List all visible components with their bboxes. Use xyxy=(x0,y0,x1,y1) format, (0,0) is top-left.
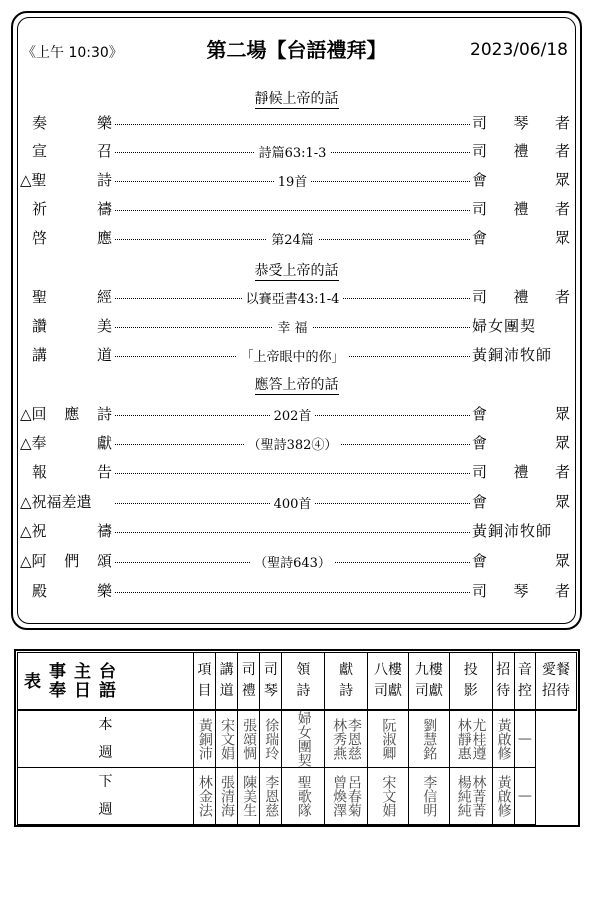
program-item-detail: 19首 xyxy=(115,171,470,190)
roster-header: 領 詩 xyxy=(282,653,325,711)
roster-cell: 宋文娟 xyxy=(368,768,409,825)
section-heading: 靜候上帝的話 xyxy=(254,91,339,107)
roster-header: 司 禮 xyxy=(238,653,260,711)
program-item-detail: 第24篇 xyxy=(115,229,470,248)
roster-cell: 徐瑞玲 xyxy=(260,710,282,768)
roster-cell: 黃啟修 xyxy=(492,710,514,768)
program-item-detail: 400首 xyxy=(115,493,470,512)
dot-leader xyxy=(115,473,470,474)
roster-cell: 宋文娟 xyxy=(216,710,238,768)
program-item-leader: 婦女團契 xyxy=(472,317,537,335)
service-title: 第二場【台語禮拜】 xyxy=(206,38,387,62)
program-item-label: △奉 獻 xyxy=(20,434,112,452)
program-row xyxy=(20,491,570,513)
roster-cell: 呂春菊 曾煥澤 xyxy=(325,768,368,825)
roster-cell: 李恩慈 林秀燕 xyxy=(325,710,368,768)
roster-cell: — xyxy=(514,768,535,825)
roster-week-label: 本 週 xyxy=(18,710,194,768)
roster-header: 講 道 xyxy=(216,653,238,711)
section-heading: 應答上帝的話 xyxy=(254,377,339,393)
roster-title: 台語主日事奉表 xyxy=(18,653,194,711)
roster-cell: 黃啟修 xyxy=(492,768,514,825)
program-row xyxy=(20,580,570,602)
program-row xyxy=(20,227,570,249)
roster-cell: 聖歌隊 xyxy=(282,768,325,825)
roster-cell: 李恩慈 xyxy=(260,768,282,825)
program-item-leader: 司 禮 者 xyxy=(472,288,570,306)
roster-cell: 阮淑卿 xyxy=(368,710,409,768)
roster-header: 司 琴 xyxy=(260,653,282,711)
program-item-leader: 會 眾 xyxy=(472,552,570,570)
duty-roster-table xyxy=(17,652,577,825)
program-item-detail: 詩篇63:1-3 xyxy=(115,142,470,161)
program-item-label: 講 道 xyxy=(32,346,112,364)
dot-leader xyxy=(115,210,470,211)
program-item-label: 報 告 xyxy=(32,463,112,481)
program-item-leader: 會 眾 xyxy=(472,434,570,452)
roster-header: 八樓 司獻 xyxy=(368,653,409,711)
program-row xyxy=(20,315,570,337)
roster-cell: 陳美生 xyxy=(238,768,260,825)
roster-cell: 張清海 xyxy=(216,768,238,825)
program-row xyxy=(20,112,570,134)
program-item-label: 祈 禱 xyxy=(32,200,112,218)
roster-cell: 林金法 xyxy=(194,768,216,825)
program-row xyxy=(20,344,570,366)
program-item-leader: 會 眾 xyxy=(472,171,570,189)
program-row xyxy=(20,169,570,191)
program-row xyxy=(20,198,570,220)
dot-leader xyxy=(115,532,470,533)
program-item-leader: 黃銅沛牧師 xyxy=(472,346,553,364)
roster-cell: — xyxy=(514,710,535,768)
roster-header: 愛餐 招待 xyxy=(535,653,576,711)
program-item-leader: 司 琴 者 xyxy=(472,582,570,600)
program-item-leader: 會 眾 xyxy=(472,405,570,423)
program-item-label: 聖 經 xyxy=(32,288,112,306)
program-item-leader: 會 眾 xyxy=(472,229,570,247)
program-row xyxy=(20,403,570,425)
program-item-leader: 黃銅沛牧師 xyxy=(472,522,553,540)
roster-cell: 張頌惆 xyxy=(238,710,260,768)
program-item-detail: （聖詩382④） xyxy=(115,434,470,453)
roster-header: 招 待 xyxy=(492,653,514,711)
roster-cell: 林菁菁 楊純純 xyxy=(449,768,492,825)
roster-cell: 李信明 xyxy=(408,768,449,825)
program-item-label: △祝福差遣 xyxy=(20,493,92,511)
service-time: 《上午 10:30》 xyxy=(22,45,123,61)
program-item-leader: 會 眾 xyxy=(472,493,570,511)
program-item-label: △聖 詩 xyxy=(20,171,112,189)
program-row xyxy=(20,550,570,572)
dot-leader xyxy=(115,592,470,593)
program-item-detail: （聖詩643） xyxy=(115,552,470,571)
program-item-leader: 司 禮 者 xyxy=(472,200,570,218)
program-row xyxy=(20,520,570,542)
dot-leader xyxy=(115,124,470,125)
program-row xyxy=(20,432,570,454)
roster-cell: 尤桂遵 林靜惠 xyxy=(449,710,492,768)
program-item-label: 殿 樂 xyxy=(32,582,112,600)
program-item-detail: 「上帝眼中的你」 xyxy=(115,346,470,365)
service-date: 2023/06/18 xyxy=(470,40,568,60)
roster-header: 投 影 xyxy=(449,653,492,711)
program-item-leader: 司 琴 者 xyxy=(472,114,570,132)
program-item-label: 讚 美 xyxy=(32,317,112,335)
program-item-detail: 202首 xyxy=(115,405,470,424)
program-item-label: △回 應 詩 xyxy=(20,405,112,423)
program-item-leader: 司 禮 者 xyxy=(472,463,570,481)
program-row xyxy=(20,140,570,162)
program-item-leader: 司 禮 者 xyxy=(472,142,570,160)
roster-week-label: 下 週 xyxy=(18,768,194,825)
program-item-label: 啓 應 xyxy=(32,229,112,247)
section-heading: 恭受上帝的話 xyxy=(254,263,339,279)
program-item-label: 宣 召 xyxy=(32,142,112,160)
program-item-label: △祝 禱 xyxy=(20,522,112,540)
roster-cell: 黃銅沛 xyxy=(194,710,216,768)
program-item-label: △阿 們 頌 xyxy=(20,552,112,570)
roster-header: 九樓 司獻 xyxy=(408,653,449,711)
roster-header: 音 控 xyxy=(514,653,535,711)
program-row xyxy=(20,461,570,483)
roster-header: 項 目 xyxy=(194,653,216,711)
roster-header: 獻 詩 xyxy=(325,653,368,711)
roster-cell: 婦女團契 xyxy=(282,710,325,768)
program-row xyxy=(20,286,570,308)
program-item-detail: 以賽亞書43:1-4 xyxy=(115,288,470,307)
program-item-label: 奏 樂 xyxy=(32,114,112,132)
roster-cell: 劉慧銘 xyxy=(408,710,449,768)
program-item-detail: 幸 福 xyxy=(115,317,470,336)
